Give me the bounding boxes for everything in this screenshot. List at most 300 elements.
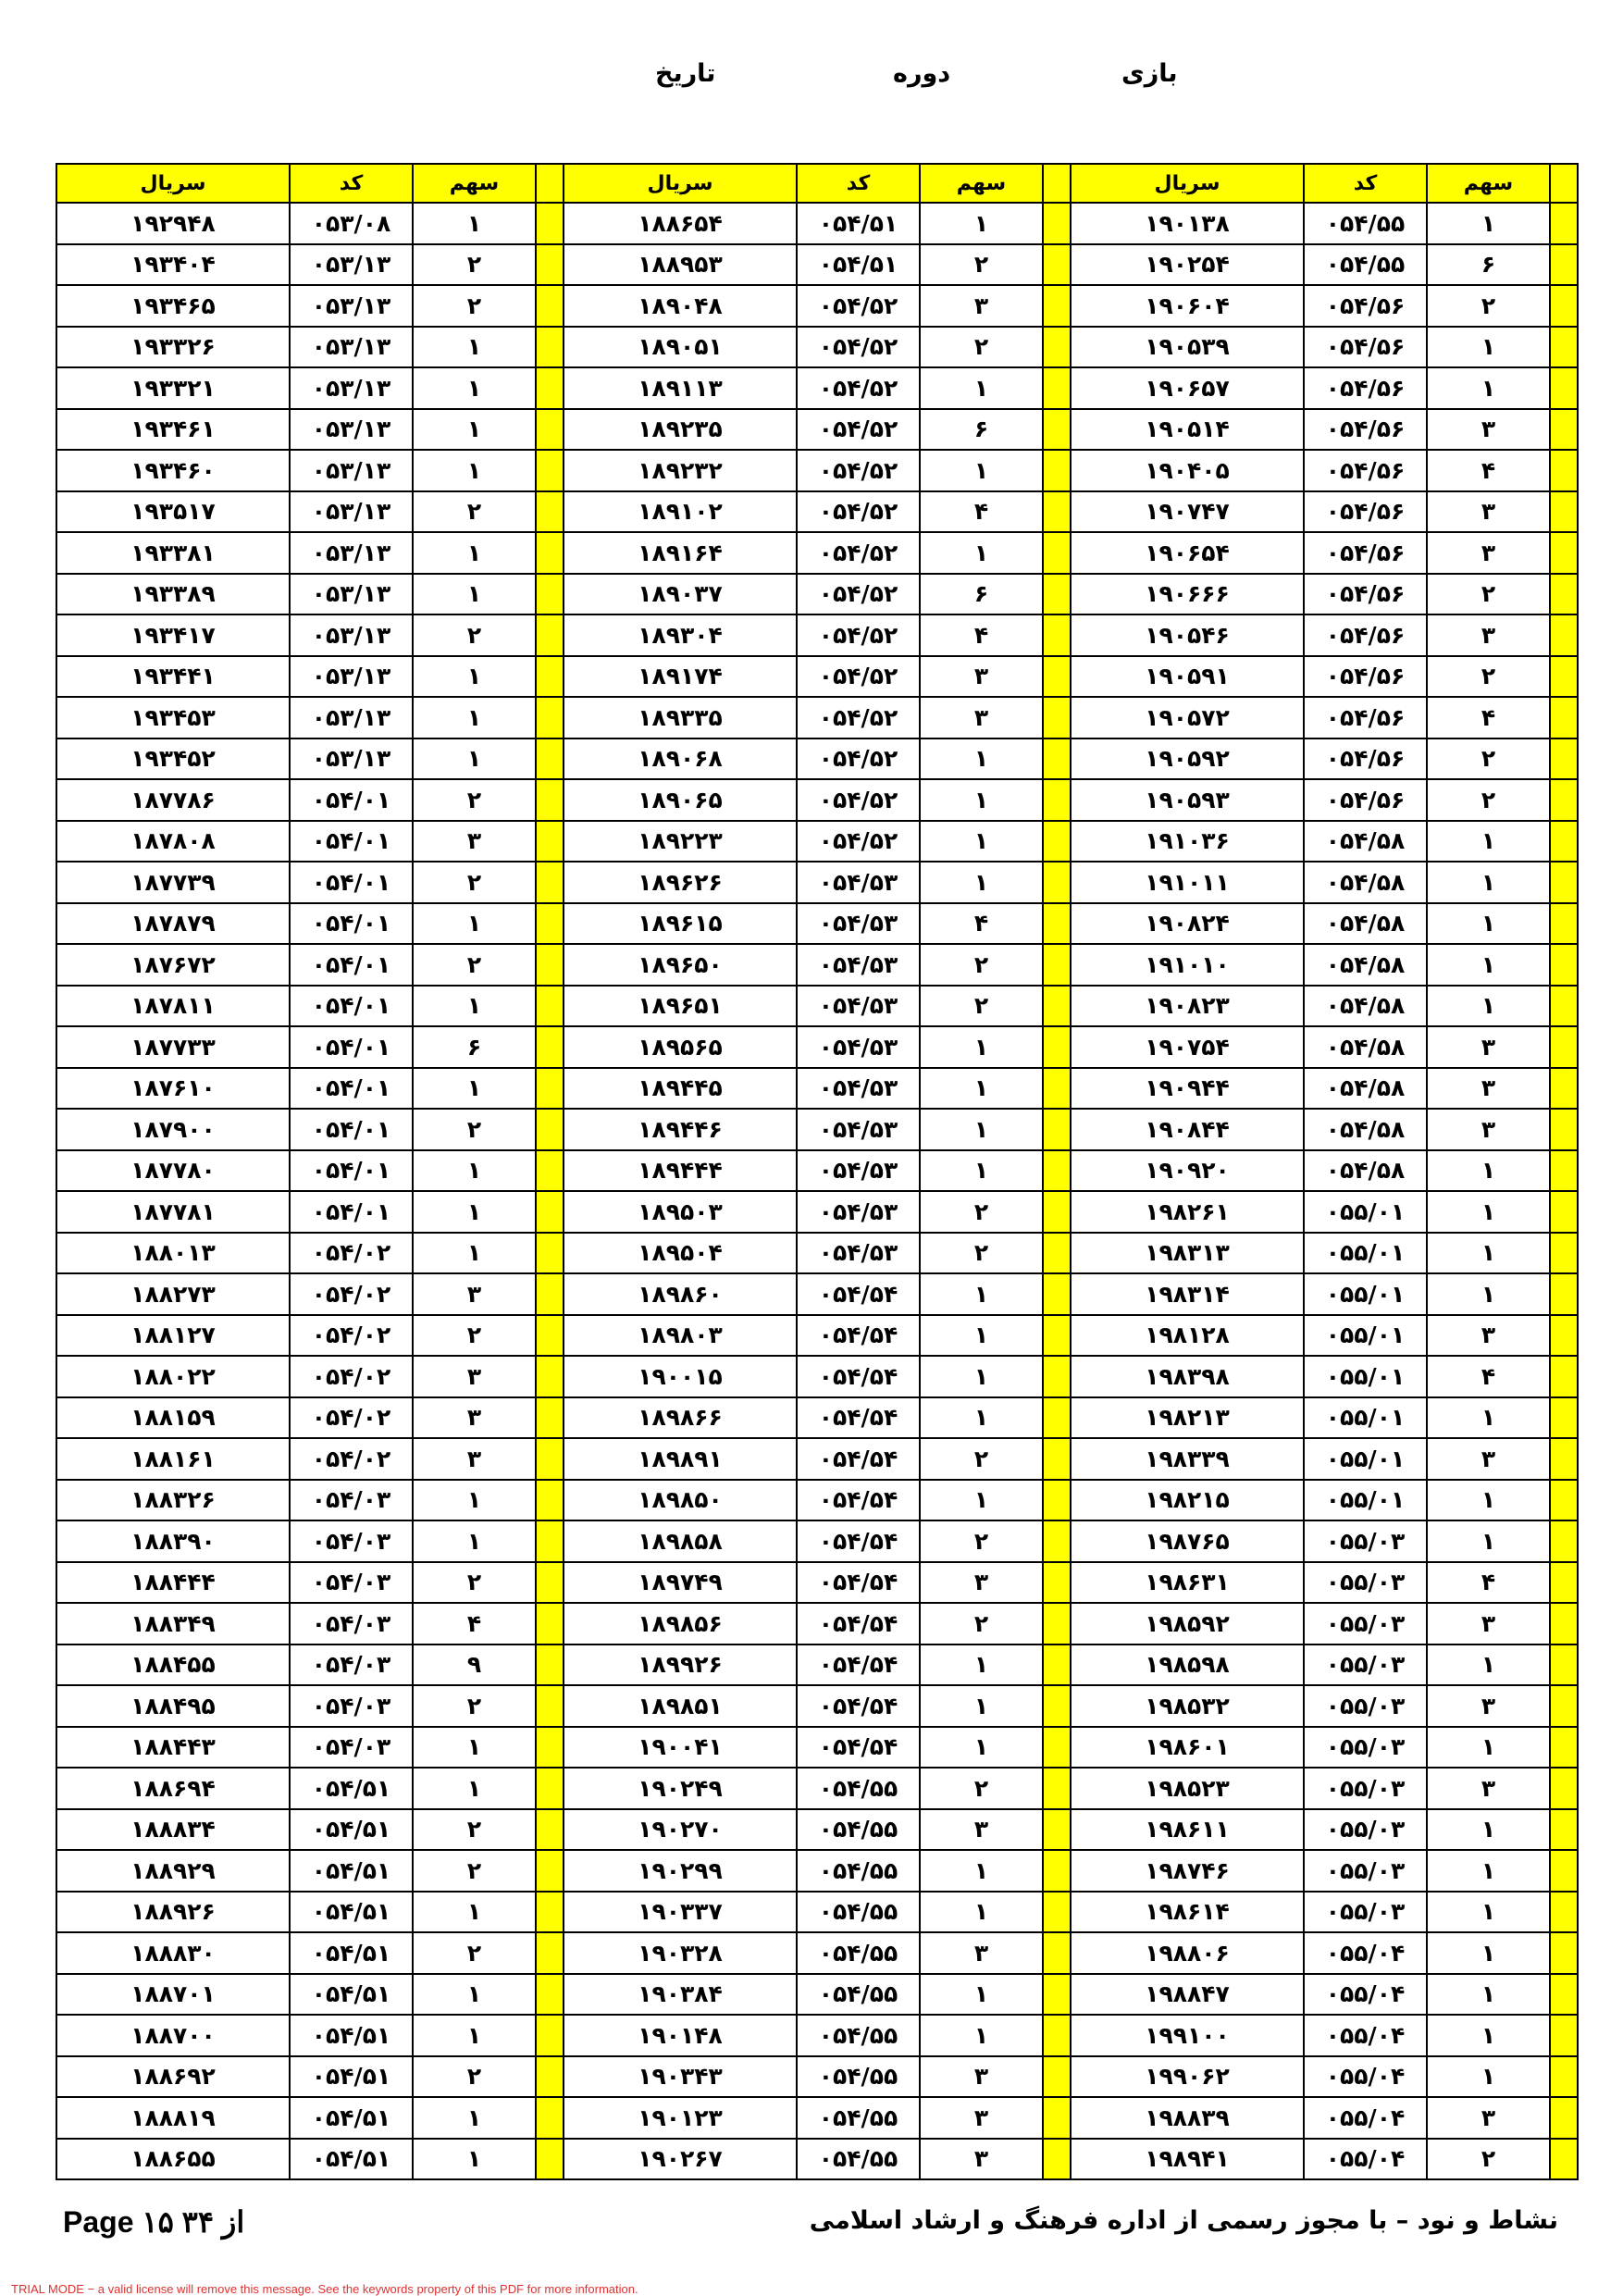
table-row xyxy=(56,409,1578,451)
code-cell: ۰۵۴/۵۵ xyxy=(797,2139,920,2180)
serial-cell: ۱۸۹۰۵۱ xyxy=(564,327,797,368)
gap-cell xyxy=(1550,2097,1578,2139)
code-cell: ۰۵۵/۰۴ xyxy=(1304,2015,1427,2056)
table-row xyxy=(56,1974,1578,2016)
serial-cell: ۱۹۱۰۱۰ xyxy=(1071,944,1304,986)
share-cell: ۳ xyxy=(920,1932,1043,1974)
table-row xyxy=(56,1809,1578,1851)
serial-cell: ۱۹۸۲۱۵ xyxy=(1071,1480,1304,1521)
code-cell: ۰۵۴/۵۵ xyxy=(797,1892,920,1933)
code-cell: ۰۵۴/۵۵ xyxy=(797,2097,920,2139)
gap-cell xyxy=(1043,1191,1071,1233)
gap-cell xyxy=(536,1109,564,1150)
code-cell: ۰۵۵/۰۴ xyxy=(1304,1932,1427,1974)
serial-cell: ۱۸۷۷۳۹ xyxy=(56,862,290,903)
gap-cell xyxy=(1043,944,1071,986)
gap-cell xyxy=(1043,409,1071,451)
table-header-row xyxy=(56,164,1578,203)
serial-cell: ۱۸۹۴۴۴ xyxy=(564,1150,797,1192)
serial-cell: ۱۹۲۹۴۸ xyxy=(56,203,290,244)
share-cell: ۲ xyxy=(413,1562,536,1604)
share-cell: ۲ xyxy=(413,491,536,533)
gap-cell xyxy=(536,2056,564,2098)
share-cell: ۳ xyxy=(413,1397,536,1439)
serial-cell: ۱۹۸۳۹۸ xyxy=(1071,1356,1304,1397)
code-cell: ۰۵۵/۰۳ xyxy=(1304,1644,1427,1686)
table-row xyxy=(56,821,1578,863)
table-row xyxy=(56,367,1578,409)
share-cell: ۲ xyxy=(1427,574,1550,615)
gap-cell xyxy=(1550,656,1578,698)
gap-cell xyxy=(536,1932,564,1974)
code-cell: ۰۵۴/۵۳ xyxy=(797,1026,920,1068)
code-cell: ۰۵۴/۵۴ xyxy=(797,1273,920,1315)
code-cell: ۰۵۴/۵۱ xyxy=(290,2139,413,2180)
table-row xyxy=(56,903,1578,945)
serial-cell: ۱۸۹۶۱۵ xyxy=(564,903,797,945)
code-cell: ۰۵۴/۵۱ xyxy=(290,1809,413,1851)
gap-cell xyxy=(536,862,564,903)
code-cell: ۰۵۴/۰۲ xyxy=(290,1315,413,1357)
serial-cell: ۱۸۸۹۲۹ xyxy=(56,1850,290,1892)
serial-cell: ۱۸۸۸۳۴ xyxy=(56,1809,290,1851)
serial-cell: ۱۸۹۲۳۵ xyxy=(564,409,797,451)
gap-cell xyxy=(536,1809,564,1851)
gap-cell xyxy=(536,779,564,821)
table-row xyxy=(56,2015,1578,2056)
gap-cell xyxy=(536,1520,564,1562)
share-cell: ۳ xyxy=(413,1356,536,1397)
gap-cell xyxy=(536,574,564,615)
gap-cell xyxy=(536,2097,564,2139)
share-cell: ۱ xyxy=(413,656,536,698)
gap-cell xyxy=(1043,2056,1071,2098)
code-cell: ۰۵۴/۰۳ xyxy=(290,1480,413,1521)
code-cell: ۰۵۵/۰۱ xyxy=(1304,1397,1427,1439)
share-cell: ۹ xyxy=(413,1644,536,1686)
code-cell: ۰۵۴/۵۵ xyxy=(797,1768,920,1809)
share-cell: ۱ xyxy=(1427,1480,1550,1521)
serial-cell: ۱۸۹۴۴۶ xyxy=(564,1109,797,1150)
share-cell: ۱ xyxy=(413,532,536,574)
table-row xyxy=(56,203,1578,244)
gap-cell xyxy=(1043,491,1071,533)
code-cell: ۰۵۴/۵۸ xyxy=(1304,1109,1427,1150)
share-cell: ۲ xyxy=(413,1315,536,1357)
share-cell: ۲ xyxy=(920,244,1043,286)
gap-cell xyxy=(536,903,564,945)
lottery-table xyxy=(56,163,1579,2180)
code-cell: ۰۵۴/۵۶ xyxy=(1304,450,1427,491)
share-cell: ۴ xyxy=(920,903,1043,945)
serial-cell: ۱۹۸۸۴۷ xyxy=(1071,1974,1304,2016)
share-cell: ۱ xyxy=(1427,1974,1550,2016)
gap-cell xyxy=(1550,738,1578,780)
share-cell: ۲ xyxy=(920,944,1043,986)
serial-cell: ۱۸۹۱۶۴ xyxy=(564,532,797,574)
code-cell: ۰۵۴/۵۵ xyxy=(797,1850,920,1892)
gap-cell xyxy=(536,697,564,738)
code-cell: ۰۵۳/۱۳ xyxy=(290,244,413,286)
share-cell: ۲ xyxy=(413,1932,536,1974)
code-cell: ۰۵۴/۵۲ xyxy=(797,532,920,574)
date-label: تاریخ xyxy=(655,59,716,88)
share-cell: ۱ xyxy=(1427,1191,1550,1233)
share-cell: ۴ xyxy=(920,614,1043,656)
table-row xyxy=(56,1685,1578,1727)
gap-cell xyxy=(536,821,564,863)
share-cell: ۲ xyxy=(413,614,536,656)
header-serial-group-3: سریال xyxy=(56,164,290,203)
serial-cell: ۱۸۹۱۷۴ xyxy=(564,656,797,698)
gap-cell xyxy=(1043,1150,1071,1192)
share-cell: ۲ xyxy=(920,1191,1043,1233)
gap-cell xyxy=(536,1273,564,1315)
serial-cell: ۱۹۰۹۲۰ xyxy=(1071,1150,1304,1192)
code-cell: ۰۵۵/۰۴ xyxy=(1304,2056,1427,2098)
gap-cell xyxy=(1550,2015,1578,2056)
gap-cell xyxy=(1550,532,1578,574)
share-cell: ۳ xyxy=(413,1438,536,1480)
serial-cell: ۱۸۸۷۰۰ xyxy=(56,2015,290,2056)
gap-cell xyxy=(1043,779,1071,821)
serial-cell: ۱۸۸۳۹۰ xyxy=(56,1520,290,1562)
share-cell: ۳ xyxy=(413,1273,536,1315)
share-cell: ۳ xyxy=(920,1562,1043,1604)
share-cell: ۳ xyxy=(920,2097,1043,2139)
gap-cell xyxy=(1043,1315,1071,1357)
table-row xyxy=(56,2056,1578,2098)
code-cell: ۰۵۵/۰۳ xyxy=(1304,1562,1427,1604)
code-cell: ۰۵۴/۵۲ xyxy=(797,574,920,615)
table-row xyxy=(56,1932,1578,1974)
gap-cell xyxy=(1550,862,1578,903)
serial-cell: ۱۹۳۴۵۲ xyxy=(56,738,290,780)
share-cell: ۱ xyxy=(1427,1727,1550,1769)
serial-cell: ۱۹۸۵۳۲ xyxy=(1071,1685,1304,1727)
share-cell: ۳ xyxy=(920,2139,1043,2180)
share-cell: ۲ xyxy=(1427,738,1550,780)
table-row xyxy=(56,1480,1578,1521)
gap-cell xyxy=(1550,2139,1578,2180)
serial-cell: ۱۸۷۸۱۱ xyxy=(56,986,290,1027)
share-cell: ۳ xyxy=(1427,614,1550,656)
table-row xyxy=(56,2139,1578,2180)
serial-cell: ۱۸۹۳۳۵ xyxy=(564,697,797,738)
gap-cell xyxy=(536,491,564,533)
share-cell: ۴ xyxy=(1427,1562,1550,1604)
serial-cell: ۱۹۳۴۴۱ xyxy=(56,656,290,698)
serial-cell: ۱۹۰۸۲۳ xyxy=(1071,986,1304,1027)
share-cell: ۱ xyxy=(920,779,1043,821)
serial-cell: ۱۹۰۲۶۷ xyxy=(564,2139,797,2180)
table-row xyxy=(56,1727,1578,1769)
gap-cell xyxy=(536,1068,564,1110)
share-cell: ۲ xyxy=(920,1768,1043,1809)
serial-cell: ۱۸۹۵۰۴ xyxy=(564,1233,797,1274)
serial-cell: ۱۹۹۰۶۲ xyxy=(1071,2056,1304,2098)
share-cell: ۱ xyxy=(920,1644,1043,1686)
code-cell: ۰۵۵/۰۴ xyxy=(1304,1974,1427,2016)
share-cell: ۳ xyxy=(413,821,536,863)
serial-cell: ۱۹۰۲۷۰ xyxy=(564,1809,797,1851)
code-cell: ۰۵۵/۰۳ xyxy=(1304,1768,1427,1809)
code-cell: ۰۵۴/۰۱ xyxy=(290,1026,413,1068)
serial-cell: ۱۹۸۳۱۴ xyxy=(1071,1273,1304,1315)
gap-cell xyxy=(536,244,564,286)
serial-cell: ۱۹۰۵۷۲ xyxy=(1071,697,1304,738)
serial-cell: ۱۹۸۲۱۳ xyxy=(1071,1397,1304,1439)
code-cell: ۰۵۴/۰۳ xyxy=(290,1685,413,1727)
code-cell: ۰۵۴/۰۱ xyxy=(290,779,413,821)
code-cell: ۰۵۳/۱۳ xyxy=(290,285,413,327)
share-cell: ۲ xyxy=(920,1520,1043,1562)
share-cell: ۱ xyxy=(413,203,536,244)
gap-cell xyxy=(1043,738,1071,780)
serial-cell: ۱۸۹۳۰۴ xyxy=(564,614,797,656)
code-cell: ۰۵۴/۵۵ xyxy=(797,1809,920,1851)
serial-cell: ۱۸۸۳۲۶ xyxy=(56,1480,290,1521)
gap-cell xyxy=(1043,574,1071,615)
code-cell: ۰۵۴/۵۲ xyxy=(797,409,920,451)
code-cell: ۰۵۵/۰۱ xyxy=(1304,1273,1427,1315)
serial-cell: ۱۸۷۶۱۰ xyxy=(56,1068,290,1110)
table-row xyxy=(56,1068,1578,1110)
gap-cell xyxy=(1550,285,1578,327)
header-gap-group-1 xyxy=(1550,164,1578,203)
share-cell: ۱ xyxy=(413,697,536,738)
share-cell: ۳ xyxy=(1427,1685,1550,1727)
gap-cell xyxy=(1550,1273,1578,1315)
share-cell: ۱ xyxy=(1427,986,1550,1027)
gap-cell xyxy=(1043,1603,1071,1644)
code-cell: ۰۵۴/۵۶ xyxy=(1304,285,1427,327)
serial-cell: ۱۸۹۶۵۰ xyxy=(564,944,797,986)
gap-cell xyxy=(1550,1644,1578,1686)
serial-cell: ۱۸۹۸۶۰ xyxy=(564,1273,797,1315)
code-cell: ۰۵۴/۰۳ xyxy=(290,1603,413,1644)
serial-cell: ۱۸۸۶۵۵ xyxy=(56,2139,290,2180)
code-cell: ۰۵۵/۰۱ xyxy=(1304,1233,1427,1274)
serial-cell: ۱۹۰۶۵۴ xyxy=(1071,532,1304,574)
gap-cell xyxy=(1043,203,1071,244)
share-cell: ۱ xyxy=(413,738,536,780)
serial-cell: ۱۹۳۳۲۱ xyxy=(56,367,290,409)
gap-cell xyxy=(1043,1109,1071,1150)
serial-cell: ۱۹۱۰۳۶ xyxy=(1071,821,1304,863)
gap-cell xyxy=(1043,903,1071,945)
period-label: دوره xyxy=(893,59,951,88)
gap-cell xyxy=(1043,1644,1071,1686)
share-cell: ۲ xyxy=(1427,656,1550,698)
serial-cell: ۱۸۹۰۳۷ xyxy=(564,574,797,615)
share-cell: ۱ xyxy=(920,1068,1043,1110)
share-cell: ۲ xyxy=(413,1809,536,1851)
code-cell: ۰۵۴/۵۶ xyxy=(1304,697,1427,738)
share-cell: ۱ xyxy=(920,1026,1043,1068)
share-cell: ۱ xyxy=(920,1974,1043,2016)
code-cell: ۰۵۴/۵۵ xyxy=(1304,203,1427,244)
serial-cell: ۱۹۳۴۵۳ xyxy=(56,697,290,738)
code-cell: ۰۵۴/۵۲ xyxy=(797,491,920,533)
serial-cell: ۱۹۰۳۲۸ xyxy=(564,1932,797,1974)
code-cell: ۰۵۳/۰۸ xyxy=(290,203,413,244)
share-cell: ۴ xyxy=(1427,1356,1550,1397)
code-cell: ۰۵۴/۵۶ xyxy=(1304,574,1427,615)
gap-cell xyxy=(1550,1685,1578,1727)
code-cell: ۰۵۴/۵۴ xyxy=(797,1438,920,1480)
code-cell: ۰۵۴/۵۶ xyxy=(1304,491,1427,533)
gap-cell xyxy=(1043,1356,1071,1397)
code-cell: ۰۵۳/۱۳ xyxy=(290,614,413,656)
share-cell: ۱ xyxy=(920,821,1043,863)
serial-cell: ۱۸۹۱۰۲ xyxy=(564,491,797,533)
share-cell: ۱ xyxy=(1427,1273,1550,1315)
share-cell: ۱ xyxy=(920,2015,1043,2056)
share-cell: ۲ xyxy=(413,779,536,821)
code-cell: ۰۵۴/۵۸ xyxy=(1304,944,1427,986)
serial-cell: ۱۸۷۷۸۱ xyxy=(56,1191,290,1233)
serial-cell: ۱۸۹۰۶۵ xyxy=(564,779,797,821)
code-cell: ۰۵۴/۵۱ xyxy=(290,2015,413,2056)
share-cell: ۱ xyxy=(920,367,1043,409)
gap-cell xyxy=(536,1315,564,1357)
serial-cell: ۱۹۰۲۵۴ xyxy=(1071,244,1304,286)
table-row xyxy=(56,986,1578,1027)
code-cell: ۰۵۴/۵۳ xyxy=(797,862,920,903)
serial-cell: ۱۸۸۴۵۵ xyxy=(56,1644,290,1686)
table-row xyxy=(56,491,1578,533)
code-cell: ۰۵۴/۵۶ xyxy=(1304,656,1427,698)
code-cell: ۰۵۴/۵۵ xyxy=(797,1932,920,1974)
code-cell: ۰۵۴/۵۲ xyxy=(797,656,920,698)
game-label: بازی xyxy=(1121,59,1178,88)
serial-cell: ۱۸۸۸۳۰ xyxy=(56,1932,290,1974)
share-cell: ۱ xyxy=(413,1520,536,1562)
share-cell: ۱ xyxy=(413,450,536,491)
gap-cell xyxy=(1550,1603,1578,1644)
header-code-group-1: کد xyxy=(1304,164,1427,203)
gap-cell xyxy=(1550,1480,1578,1521)
serial-cell: ۱۸۸۹۵۳ xyxy=(564,244,797,286)
gap-cell xyxy=(536,1233,564,1274)
code-cell: ۰۵۴/۵۴ xyxy=(797,1727,920,1769)
share-cell: ۱ xyxy=(1427,1809,1550,1851)
gap-cell xyxy=(1043,1068,1071,1110)
code-cell: ۰۵۴/۵۵ xyxy=(1304,244,1427,286)
code-cell: ۰۵۴/۵۱ xyxy=(290,2056,413,2098)
share-cell: ۳ xyxy=(920,2056,1043,2098)
gap-cell xyxy=(1550,1068,1578,1110)
gap-cell xyxy=(1043,821,1071,863)
code-cell: ۰۵۳/۱۳ xyxy=(290,367,413,409)
serial-cell: ۱۸۹۰۴۸ xyxy=(564,285,797,327)
serial-cell: ۱۹۸۷۴۶ xyxy=(1071,1850,1304,1892)
table-row xyxy=(56,244,1578,286)
code-cell: ۰۵۴/۵۱ xyxy=(290,2097,413,2139)
share-cell: ۲ xyxy=(413,944,536,986)
table-row xyxy=(56,656,1578,698)
gap-cell xyxy=(536,2015,564,2056)
share-cell: ۱ xyxy=(413,1191,536,1233)
share-cell: ۱ xyxy=(413,986,536,1027)
serial-cell: ۱۸۸۹۲۶ xyxy=(56,1892,290,1933)
share-cell: ۳ xyxy=(1427,409,1550,451)
share-cell: ۳ xyxy=(920,697,1043,738)
serial-cell: ۱۹۸۳۳۹ xyxy=(1071,1438,1304,1480)
share-cell: ۱ xyxy=(920,1397,1043,1439)
gap-cell xyxy=(536,1974,564,2016)
serial-cell: ۱۸۷۷۸۶ xyxy=(56,779,290,821)
gap-cell xyxy=(1550,203,1578,244)
gap-cell xyxy=(1550,821,1578,863)
serial-cell: ۱۸۸۴۴۴ xyxy=(56,1562,290,1604)
code-cell: ۰۵۴/۰۱ xyxy=(290,1068,413,1110)
table-row xyxy=(56,285,1578,327)
code-cell: ۰۵۵/۰۱ xyxy=(1304,1356,1427,1397)
share-cell: ۳ xyxy=(920,285,1043,327)
code-cell: ۰۵۴/۵۲ xyxy=(797,821,920,863)
code-cell: ۰۵۵/۰۳ xyxy=(1304,1892,1427,1933)
gap-cell xyxy=(536,1768,564,1809)
code-cell: ۰۵۵/۰۱ xyxy=(1304,1480,1427,1521)
page-number: Page ۱۵ ۳۴ از xyxy=(63,2205,245,2239)
share-cell: ۳ xyxy=(920,656,1043,698)
serial-cell: ۱۹۸۵۲۳ xyxy=(1071,1768,1304,1809)
code-cell: ۰۵۴/۵۴ xyxy=(797,1397,920,1439)
serial-cell: ۱۸۷۷۳۳ xyxy=(56,1026,290,1068)
code-cell: ۰۵۵/۰۴ xyxy=(1304,2097,1427,2139)
serial-cell: ۱۸۹۷۴۹ xyxy=(564,1562,797,1604)
serial-cell: ۱۸۸۱۵۹ xyxy=(56,1397,290,1439)
gap-cell xyxy=(1550,450,1578,491)
code-cell: ۰۵۴/۵۴ xyxy=(797,1315,920,1357)
code-cell: ۰۵۴/۰۳ xyxy=(290,1644,413,1686)
gap-cell xyxy=(1550,1315,1578,1357)
gap-cell xyxy=(1550,1026,1578,1068)
code-cell: ۰۵۴/۰۲ xyxy=(290,1438,413,1480)
share-cell: ۱ xyxy=(920,1850,1043,1892)
serial-cell: ۱۹۸۶۱۴ xyxy=(1071,1892,1304,1933)
code-cell: ۰۵۵/۰۴ xyxy=(1304,2139,1427,2180)
gap-cell xyxy=(1550,1892,1578,1933)
share-cell: ۱ xyxy=(920,862,1043,903)
serial-cell: ۱۹۰۲۹۹ xyxy=(564,1850,797,1892)
header-serial-group-2: سریال xyxy=(564,164,797,203)
share-cell: ۲ xyxy=(920,986,1043,1027)
gap-cell xyxy=(1043,2097,1071,2139)
share-cell: ۱ xyxy=(1427,821,1550,863)
serial-cell: ۱۸۸۱۲۷ xyxy=(56,1315,290,1357)
table-row xyxy=(56,738,1578,780)
trial-watermark: TRIAL MODE − a valid license will remove this message. See the keywords property of this PDF for more information. xyxy=(11,2282,638,2296)
code-cell: ۰۵۴/۵۲ xyxy=(797,367,920,409)
code-cell: ۰۵۵/۰۳ xyxy=(1304,1685,1427,1727)
code-cell: ۰۵۴/۵۵ xyxy=(797,1974,920,2016)
table-row xyxy=(56,2097,1578,2139)
serial-cell: ۱۸۷۸۰۸ xyxy=(56,821,290,863)
gap-cell xyxy=(1043,532,1071,574)
share-cell: ۱ xyxy=(1427,1397,1550,1439)
code-cell: ۰۵۴/۰۲ xyxy=(290,1273,413,1315)
serial-cell: ۱۸۸۶۵۴ xyxy=(564,203,797,244)
share-cell: ۳ xyxy=(1427,1768,1550,1809)
serial-cell: ۱۹۰۵۱۴ xyxy=(1071,409,1304,451)
serial-cell: ۱۹۰۳۳۷ xyxy=(564,1892,797,1933)
serial-cell: ۱۸۷۶۷۲ xyxy=(56,944,290,986)
gap-cell xyxy=(1550,1850,1578,1892)
serial-cell: ۱۹۸۶۳۱ xyxy=(1071,1562,1304,1604)
